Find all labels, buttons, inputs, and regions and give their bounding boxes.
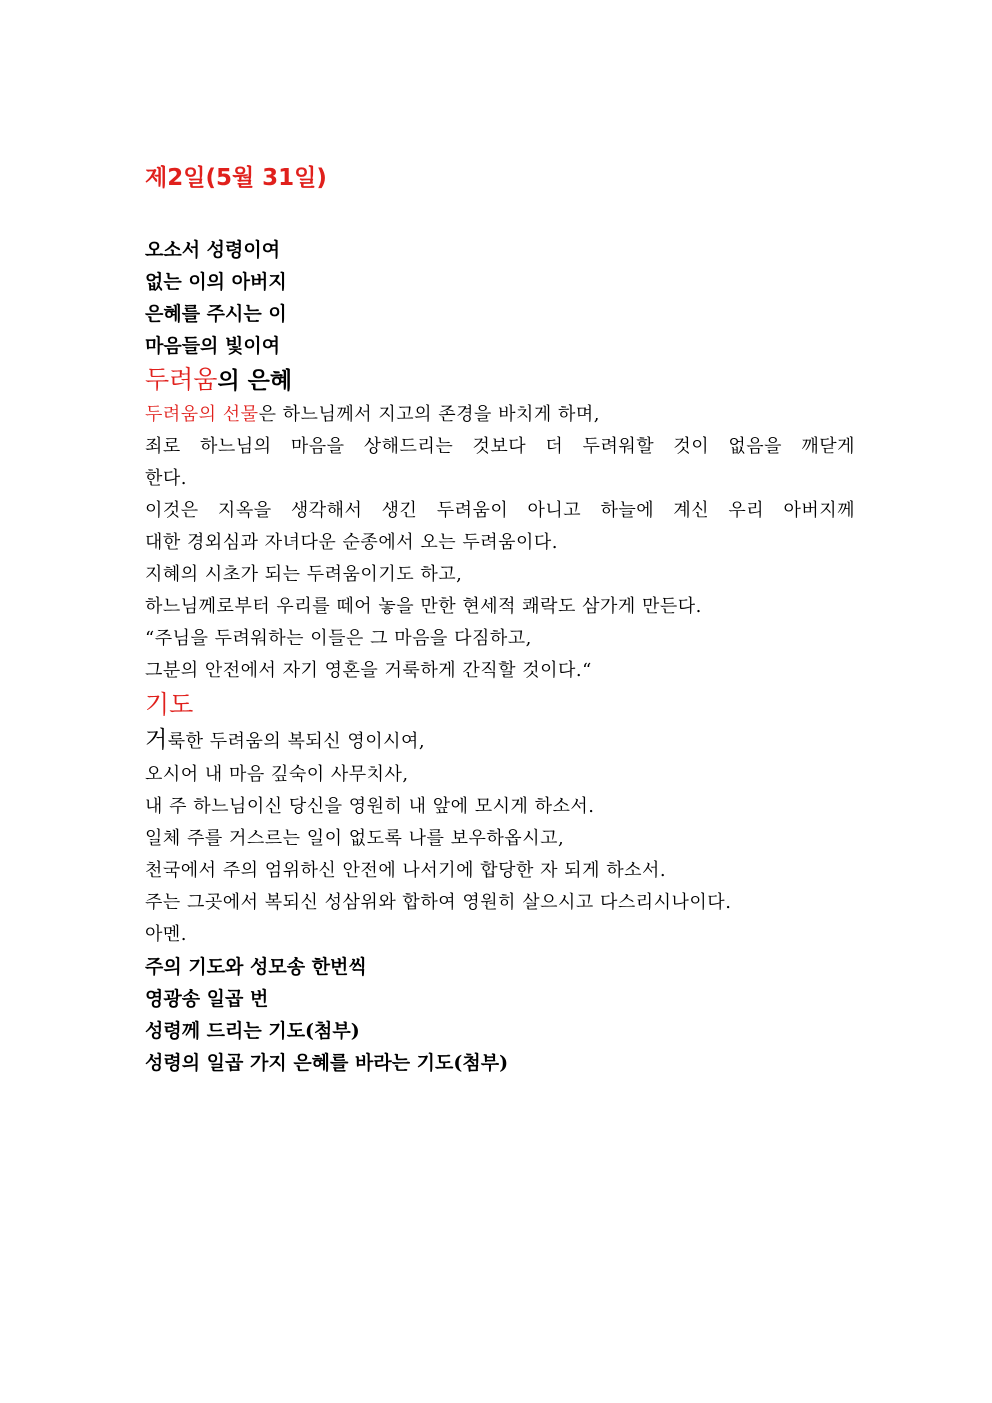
gift-line: 대한 경외심과 자녀다운 순종에서 오는 두려움이다. xyxy=(145,532,558,553)
gift-line: 그분의 안전에서 자기 영혼을 거룩하게 간직할 것이다.“ xyxy=(145,660,592,681)
closing-line: 성령의 일곱 가지 은혜를 바라는 기도(첨부) xyxy=(145,1052,509,1074)
prayer-line: 아멘. xyxy=(145,924,187,945)
prayer-line: 천국에서 주의 엄위하신 안전에 나서기에 합당한 자 되게 하소서. xyxy=(145,860,667,881)
prayer-line: 주는 그곳에서 복되신 성삼위와 합하여 영원히 살으시고 다스리시나이다. xyxy=(145,892,732,913)
prayer-heading: 기도 xyxy=(145,690,194,719)
prayer-first-rest: 룩한 두려움의 복되신 영이시여, xyxy=(167,731,426,752)
gift-section xyxy=(145,362,855,687)
prayer-first-char: 거 xyxy=(145,727,168,753)
closing-line: 성령께 드리는 기도(첨부) xyxy=(145,1020,360,1042)
gift-heading-rest: 의 은혜 xyxy=(217,367,293,394)
gift-first-line xyxy=(145,399,855,431)
gift-line: 한다. xyxy=(145,468,187,489)
gift-line: “주님을 두려워하는 이들은 그 마음을 다짐하고, xyxy=(145,628,532,649)
gift-line: 하느님께로부터 우리를 떼어 놓을 만한 현세적 쾌락도 삼가게 만든다. xyxy=(145,596,702,617)
closing-block xyxy=(145,951,855,1079)
gift-heading xyxy=(145,362,855,399)
hymn-line: 은혜를 주시는 이 xyxy=(145,303,287,325)
gift-first-line-red: 두려움의 선물 xyxy=(145,404,259,425)
prayer-first-line xyxy=(145,723,855,759)
gift-line: 이것은 지옥을 생각해서 생긴 두려움이 아니고 하늘에 계신 우리 아버지께 xyxy=(145,500,855,521)
hymn-line: 마음들의 빛이여 xyxy=(145,335,281,357)
prayer-line: 오시어 내 마음 깊숙이 사무치사, xyxy=(145,764,409,785)
closing-line: 영광송 일곱 번 xyxy=(145,988,269,1010)
hymn-line: 없는 이의 아버지 xyxy=(145,271,287,293)
page-content xyxy=(145,160,855,1079)
gift-line: 죄로 하느님의 마음을 상해드리는 것보다 더 두려워할 것이 없음을 깨닫게 xyxy=(145,436,855,457)
prayer-line: 내 주 하느님이신 당신을 영원히 내 앞에 모시게 하소서. xyxy=(145,796,595,817)
closing-line: 주의 기도와 성모송 한번씩 xyxy=(145,956,367,978)
gift-heading-red: 두려움 xyxy=(145,365,218,394)
prayer-section xyxy=(145,687,855,951)
hymn-line: 오소서 성령이여 xyxy=(145,239,281,261)
day-title: 제2일(5월 31일) xyxy=(145,165,327,191)
hymn-block xyxy=(145,234,855,362)
gift-line: 지혜의 시초가 되는 두려움이기도 하고, xyxy=(145,564,463,585)
prayer-line: 일체 주를 거스르는 일이 없도록 나를 보우하옵시고, xyxy=(145,828,565,849)
gift-first-line-rest: 은 하느님께서 지고의 존경을 바치게 하며, xyxy=(258,404,600,425)
